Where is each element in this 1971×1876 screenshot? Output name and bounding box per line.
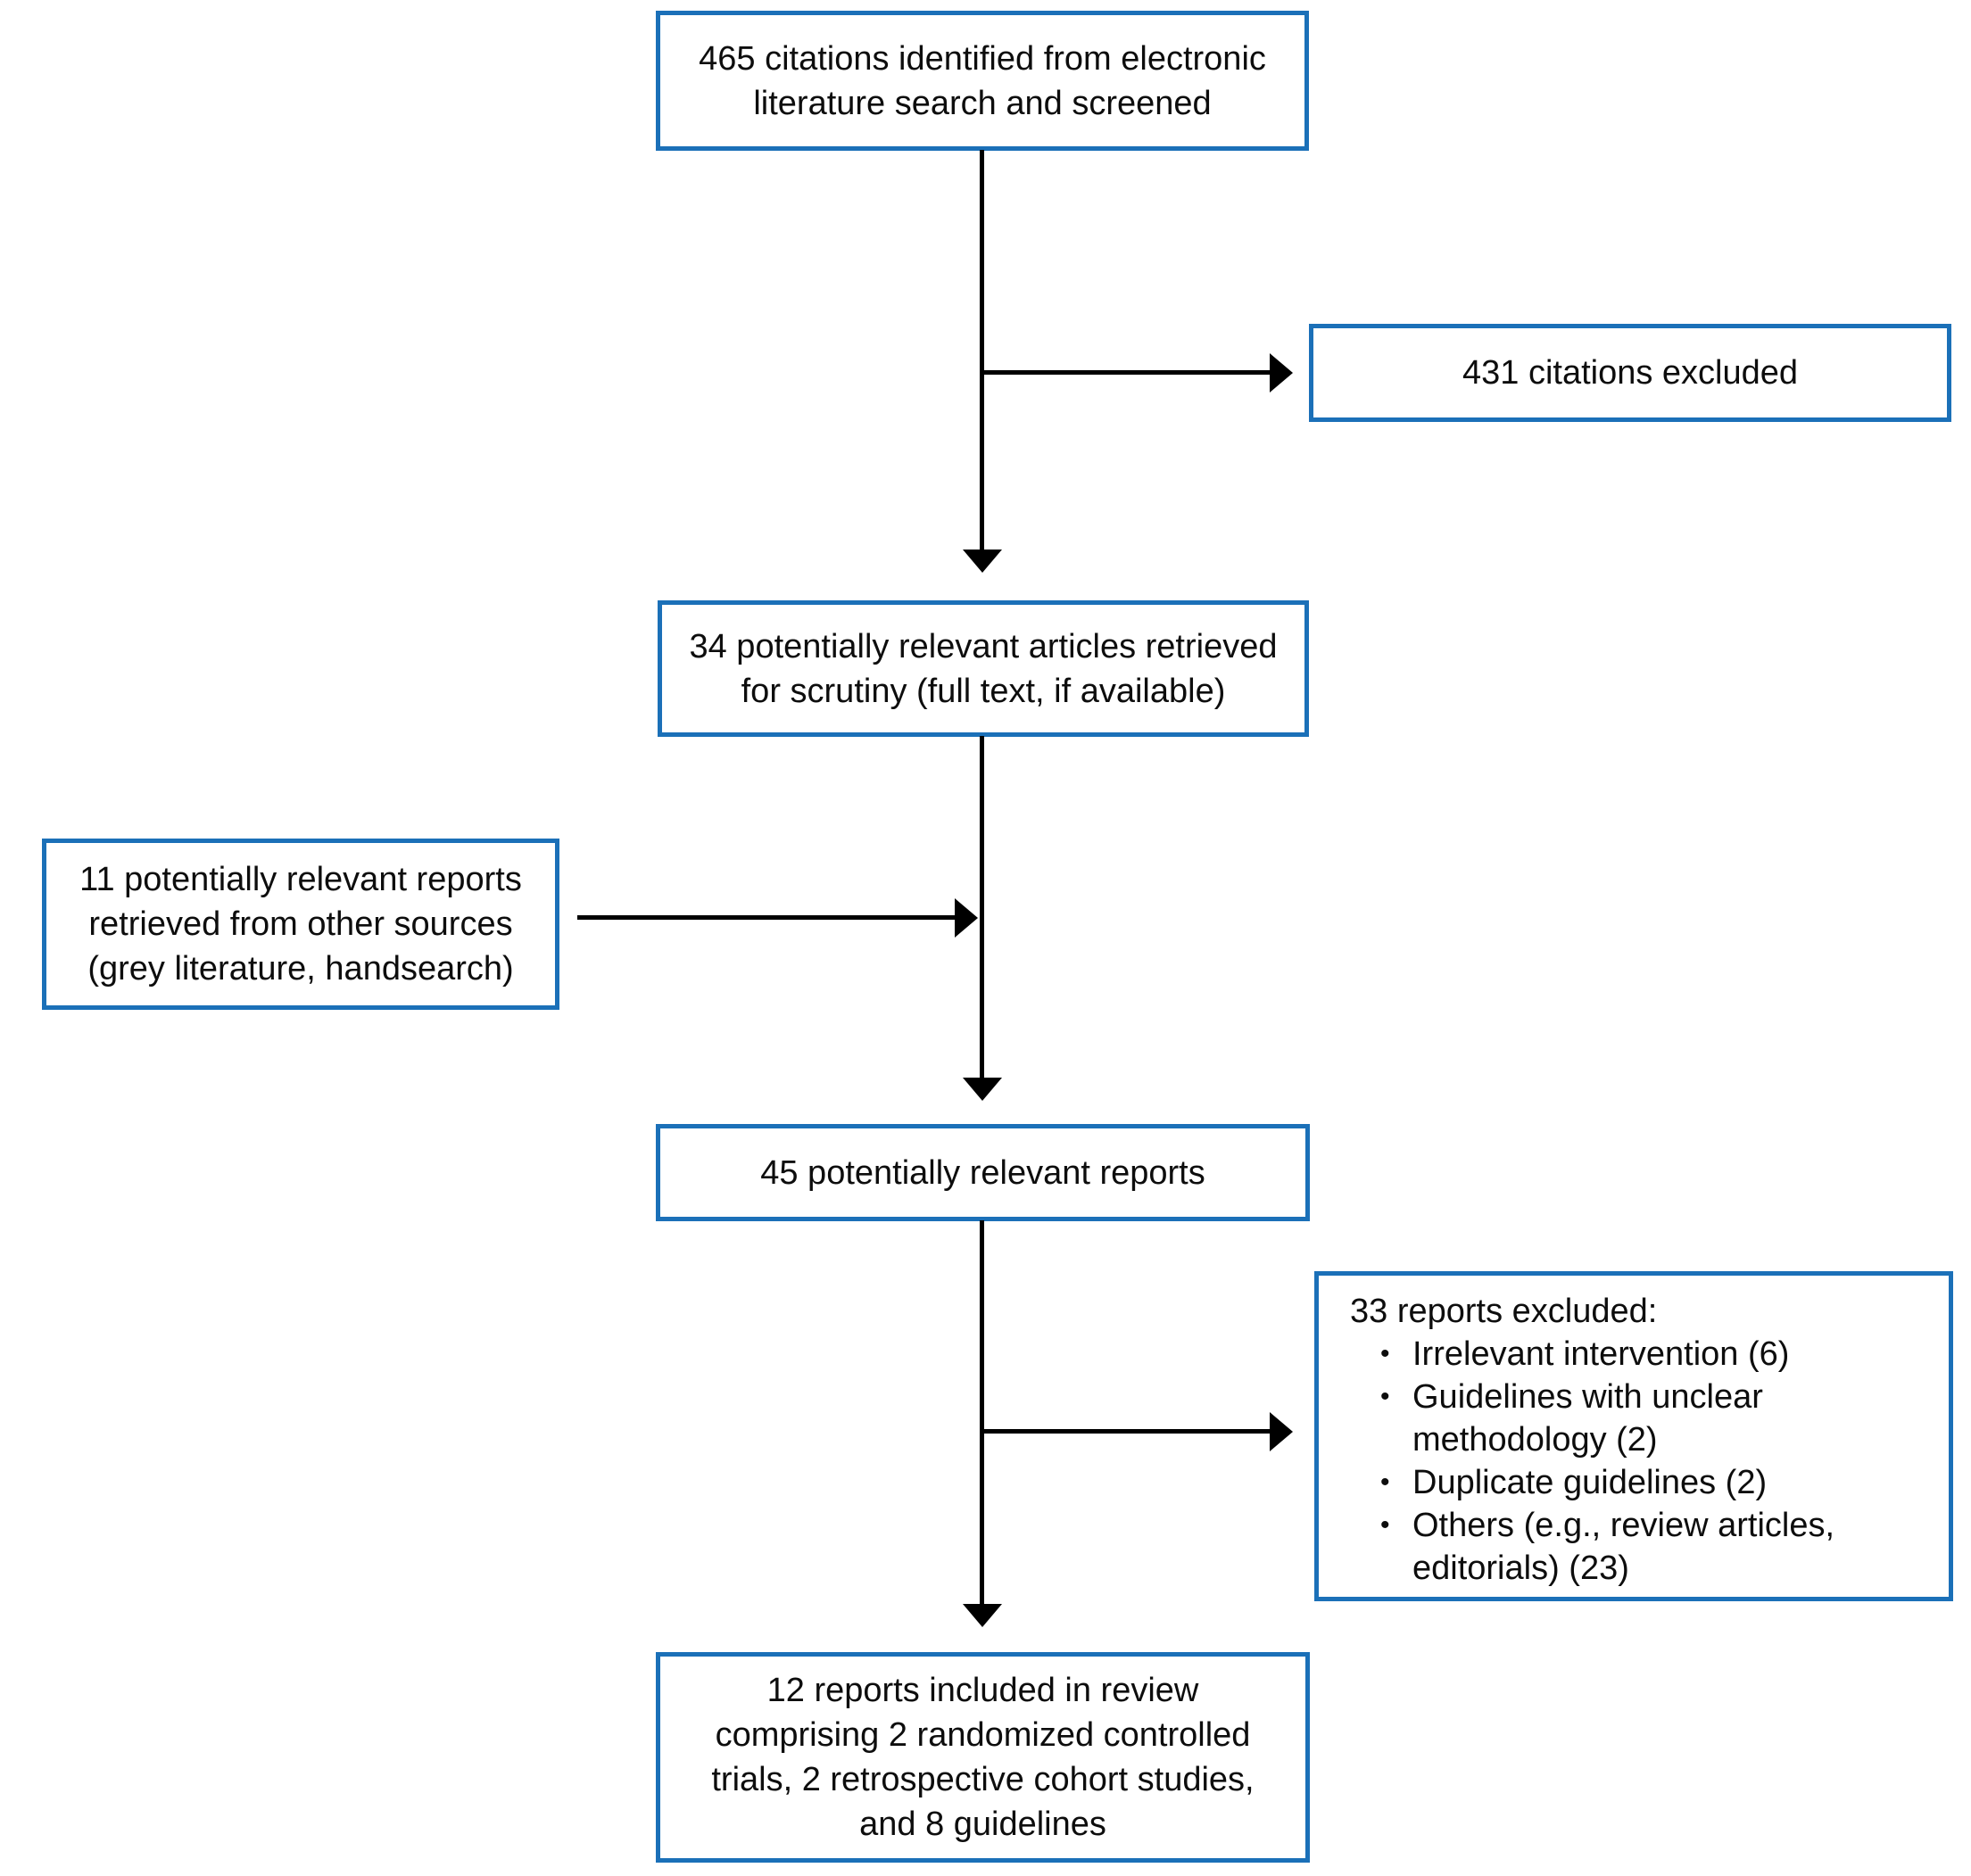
node-relevant-reports [656,1124,1310,1221]
arrowhead-right-icon [955,898,978,938]
arrow-line-retrieved-to-relevant [980,736,984,1078]
node-included-label: 12 reports included in review comprising 2 randomized controlled trials, 2 retrospective cohort studies, and 8 guidelines [711,1672,1255,1843]
arrowhead-down-icon [963,1604,1002,1627]
node-articles-retrieved-label: 34 potentially relevant articles retrieved for scrutiny (full text, if available) [689,627,1278,710]
list-item-label: Guidelines with unclear methodology (2) [1412,1378,1763,1459]
arrow-line-relevant-to-included [980,1220,984,1604]
node-screened [656,11,1309,151]
node-screened-label: 465 citations identified from electronic literature search and screened [699,39,1266,122]
list-item [1377,1333,1945,1376]
arrowhead-down-icon [963,1078,1002,1101]
list-item [1377,1504,1945,1590]
list-item [1377,1376,1945,1461]
reports-excluded-list [1350,1333,1945,1590]
arrowhead-down-icon [963,550,1002,573]
list-item [1377,1461,1945,1504]
node-reports-excluded [1314,1271,1953,1601]
arrowhead-right-icon [1270,353,1293,393]
arrow-line-other-sources-to-flow [577,915,955,920]
list-item-label: Others (e.g., review articles, editorials) (23) [1412,1507,1835,1587]
arrow-line-branch-to-citations-excluded [982,370,1270,375]
list-item-label: Duplicate guidelines (2) [1412,1464,1768,1501]
bullet-icon: • [1380,1382,1390,1411]
node-citations-excluded-label: 431 citations excluded [1462,354,1799,392]
bullet-icon: • [1380,1339,1390,1368]
bullet-icon: • [1380,1467,1390,1497]
node-other-sources-label: 11 potentially relevant reports retrieved from other sources (grey literature, handsearch) [79,861,522,988]
arrow-line-screened-to-retrieved [980,150,984,550]
list-item-label: Irrelevant intervention (6) [1412,1335,1790,1373]
node-other-sources [42,839,559,1010]
node-citations-excluded [1309,324,1951,422]
arrow-line-branch-to-reports-excluded [982,1429,1270,1434]
node-relevant-reports-label: 45 potentially relevant reports [760,1153,1205,1192]
node-reports-excluded-title: 33 reports excluded: [1350,1293,1658,1330]
arrowhead-right-icon [1270,1412,1293,1451]
node-articles-retrieved [658,600,1309,737]
bullet-icon: • [1380,1510,1390,1540]
node-included [656,1652,1310,1863]
